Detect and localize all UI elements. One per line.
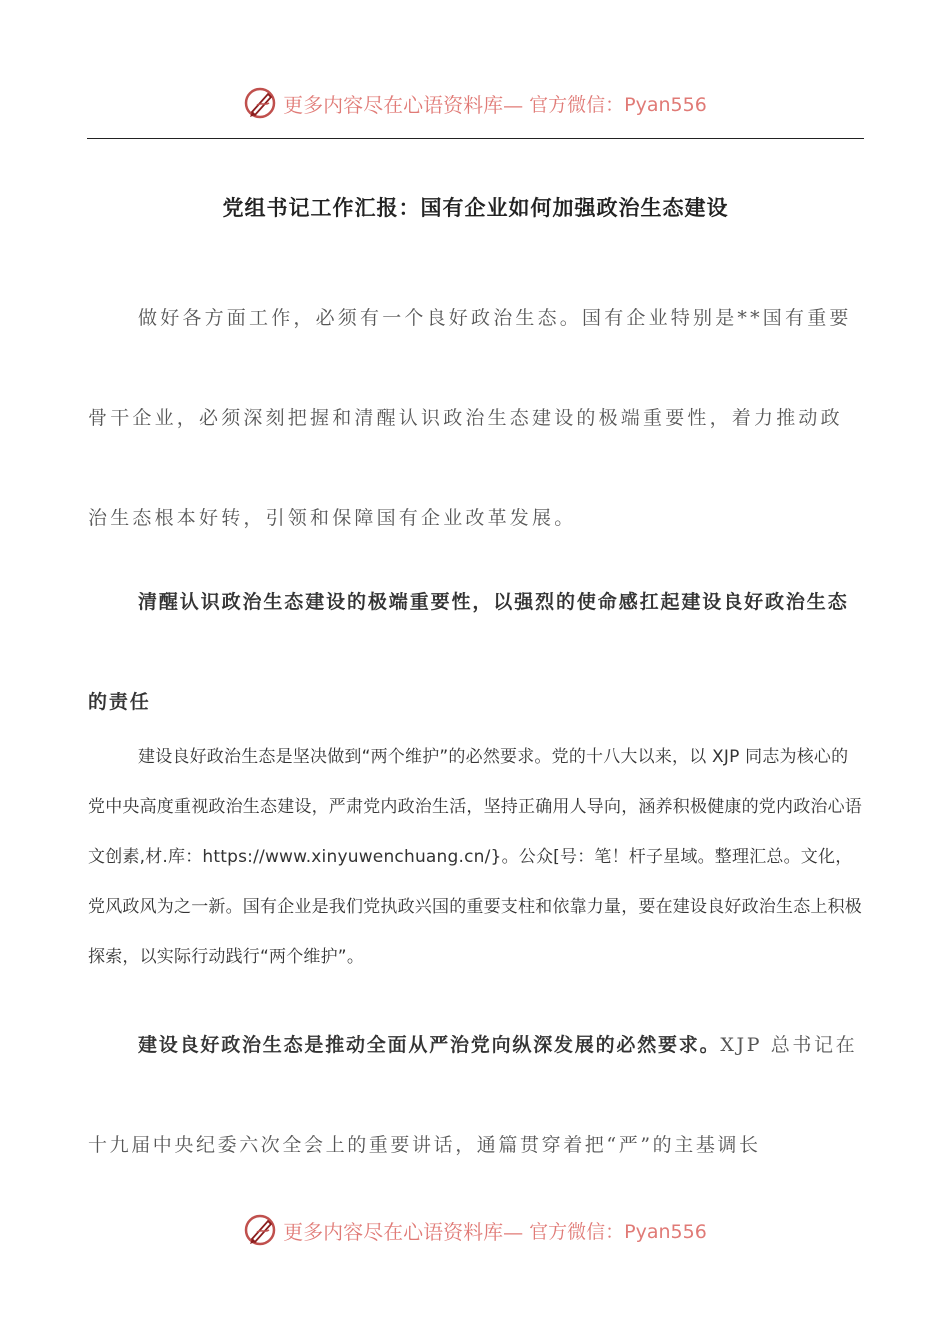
body-paragraph-continued	[88, 995, 864, 1195]
paragraph-rest: XJP 总书记在十九届中央纪委六次全会上的重要讲话，通篇贯穿着把“严”的主基调长	[88, 1034, 858, 1156]
header-rule	[87, 138, 864, 139]
banner-wechat: 官方微信：Pyan556	[529, 93, 707, 116]
body-paragraph: 建设良好政治生态是坚决做到“两个维护”的必然要求。党的十八大以来，以 XJP 同志为核心的党中央高度重视政治生态建设，严肃党内政治生活，坚持正确用人导向，涵养积极健康的党内政治心语文创素,材.库：https://www.xinyuwenchuang.cn/}。公众[号：笔！杆子星域。整理汇总。文化，党风政风为之一新。国有企业是我们党执政兴国的重要支柱和依靠力量，要在建设良好政治生态上积极探索，以实际行动践行“两个维护”。	[88, 747, 862, 967]
intro-paragraph: 做好各方面工作，必须有一个良好政治生态。国有企业特别是**国有重要骨干企业，必须深刻把握和清醒认识政治生态建设的极端重要性，着力推动政治生态根本好转，引领和保障国有企业改革发展。	[88, 307, 852, 529]
header-banner	[0, 81, 950, 125]
document-title: 党组书记工作汇报：国有企业如何加强政治生态建设	[222, 196, 729, 221]
section-heading: 清醒认识政治生态建设的极端重要性，以强烈的使命感扛起建设良好政治生态的责任	[88, 591, 849, 713]
banner-wechat: 官方微信：Pyan556	[529, 1220, 707, 1243]
pen-logo-icon	[243, 1213, 277, 1247]
footer-banner	[0, 1208, 950, 1252]
pen-logo-icon	[243, 86, 277, 120]
paragraph-lead-sentence: 建设良好政治生态是推动全面从严治党向纵深发展的必然要求。	[138, 1034, 721, 1056]
banner-text: 更多内容尽在心语资料库—	[283, 1219, 524, 1244]
banner-text: 更多内容尽在心语资料库—	[283, 92, 524, 117]
